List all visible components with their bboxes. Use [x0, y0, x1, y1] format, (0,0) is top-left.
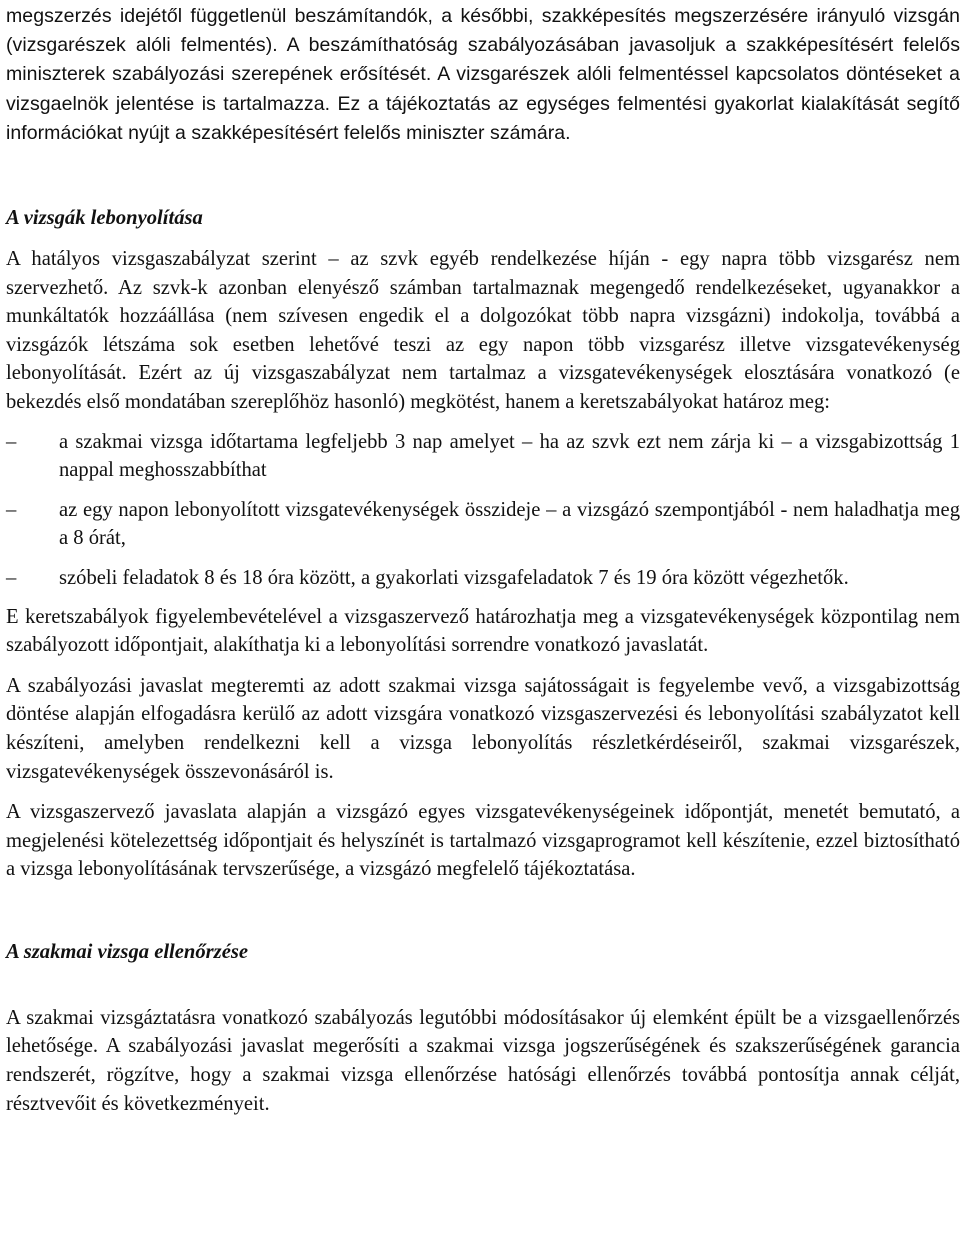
- list-item: [6, 564, 960, 593]
- list-item-text: a szakmai vizsga időtartama legfeljebb 3 nap amelyet – ha az szvk ezt nem zárja ki – a vizsgabizottság 1 nappal meghosszabbíthat: [59, 430, 960, 482]
- section-heading-exam-conduct: A vizsgák lebonyolítása: [6, 207, 203, 230]
- exam-conduct-paragraph-4: A vizsgaszervező javaslata alapján a vizsgázó egyes vizsgatevékenységeinek időpontját, menetét bemutató, a megjelenési kötelezettség időpontjait és helyszínét is tartalmazó vizsgaprogramot kell készítenie, ezzel biztosítható a vizsga lebonyolításának tervszerűsége, a vizsgázó megfelelő tájékoztatása.: [6, 801, 960, 881]
- intro-paragraph: megszerzés idejétől függetlenül beszámítandók, a későbbi, szakképesítés megszerzésére irányuló vizsgán (vizsgarészek alóli felmentés). A beszámíthatóság szabályozásában javasoljuk a szakképesítésért felelős miniszterek szabályozási szerepének erősítését. A vizsgarészek alóli felmentéssel kapcsolatos döntéseket a vizsgaelnök jelentése is tartalmazza. Ez a tájékoztatás az egységes felmentési gyakorlat kialakítását segítő információkat nyújt a szakképesítésért felelős miniszter számára.: [6, 5, 960, 144]
- list-dash-marker: –: [6, 430, 17, 453]
- document-page: [6, 0, 960, 1118]
- list-item-text: az egy napon lebonyolított vizsgatevékenységek összideje – a vizsgázó szempontjából - nem haladhatja meg a 8 órát,: [59, 498, 960, 550]
- list-dash-marker: –: [6, 498, 17, 521]
- list-dash-marker: –: [6, 566, 17, 589]
- list-item: [6, 428, 960, 485]
- exam-conduct-paragraph-1: A hatályos vizsgaszabályzat szerint – az szvk egyéb rendelkezése híján - egy napra több vizsgarész nem szervezhető. Az szvk-k azonban elenyésző számban tartalmaznak megengedő rendelkezéseket, ugyanakkor a munkáltatók hozzáállása (nem szívesen engedik el a dolgozókat több napra vizsgázni) indokolja, továbbá a vizsgázók létszáma sok esetben lehetővé teszi az egy napon több vizsgarész illetve vizsgatevékenység lebonyolítását. Ezért az új vizsgaszabályzat nem tartalmaz a vizsgatevékenységek elosztására vonatkozó (e bekezdés első mondatában szereplőhöz hasonló) megkötést, hanem a keretszabályokat határoz meg:: [6, 248, 960, 413]
- exam-conduct-paragraph-3: A szabályozási javaslat megteremti az adott szakmai vizsga sajátosságait is fegyelembe vevő, a vizsgabizottság döntése alapján elfogadásra kerülő az adott vizsgára vonatkozó vizsgaszervezési és lebonyolítási szabályzatot kell készíteni, amelyben rendelkezni kell a vizsga lebonyolítás részletkérdéseiről, szakmai vizsgarészek, vizsgatevékenységek összevonásáról is.: [6, 674, 960, 783]
- section-heading-exam-inspection: A szakmai vizsga ellenőrzése: [6, 940, 248, 963]
- list-item: [6, 496, 960, 553]
- framework-rules-list: [6, 428, 960, 593]
- exam-conduct-paragraph-2: E keretszabályok figyelembevételével a vizsgaszervező határozhatja meg a vizsgatevékenységek központilag nem szabályozott időpontjait, alakíthatja ki a lebonyolítási sorrendre vonatkozó javaslatát.: [6, 605, 960, 657]
- exam-inspection-paragraph-1: A szakmai vizsgáztatásra vonatkozó szabályozás legutóbbi módosításakor új elemként épült be a vizsgaellenőrzés lehetősége. A szabályozási javaslat megerősíti a szakmai vizsga jogszerűségének és szakszerűségének garancia rendszerét, rögzítve, hogy a szakmai vizsga ellenőrzése hatósági ellenőrzés továbbá pontosítja annak célját, résztvevőit és következményeit.: [6, 1006, 960, 1115]
- list-item-text: szóbeli feladatok 8 és 18 óra között, a gyakorlati vizsgafeladatok 7 és 19 óra között végezhetők.: [59, 566, 849, 589]
